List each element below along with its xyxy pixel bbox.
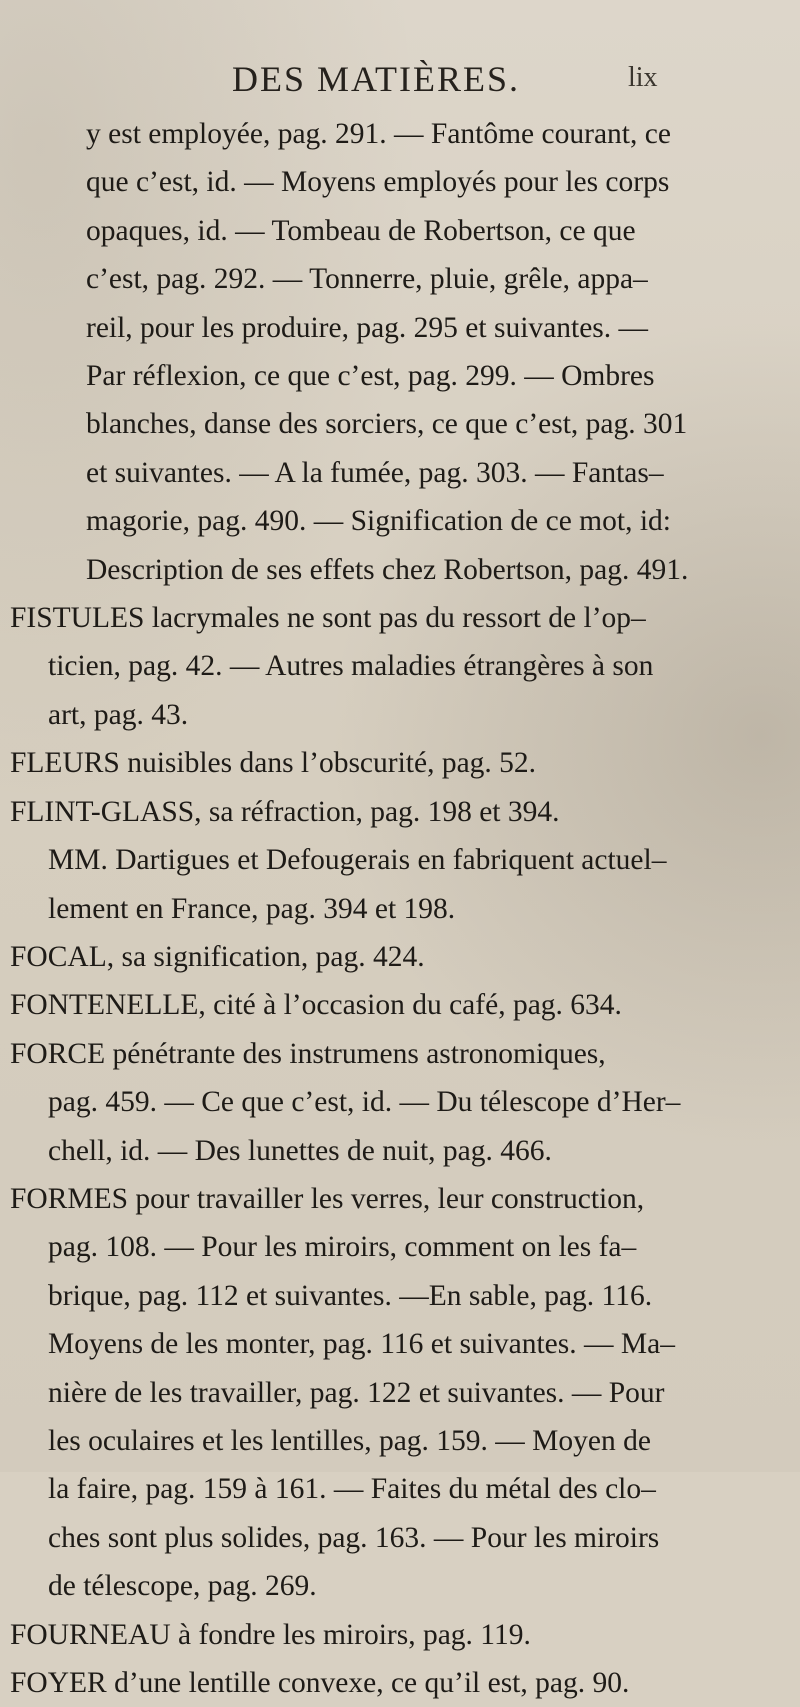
text-line: c’est, pag. 292. — Tonnerre, pluie, grêle, appa– <box>86 263 648 296</box>
index-entry-continuation <box>86 110 746 594</box>
index-body <box>10 110 746 1707</box>
text-line: Moyens de les monter, pag. 116 et suivantes. — Ma– <box>48 1328 675 1361</box>
text-line: brique, pag. 112 et suivantes. —En sable, pag. 116. <box>48 1279 653 1312</box>
index-entry-force <box>10 1030 746 1175</box>
text-line: lement en France, pag. 394 et 198. <box>48 892 456 925</box>
index-entry-flint-glass <box>10 788 746 933</box>
entry-headline: FOYER d’une lentille convexe, ce qu’il est, pag. 90. <box>10 1667 630 1699</box>
text-line: que c’est, id. — Moyens employés pour les corps <box>86 166 670 199</box>
page-number: lix <box>628 62 658 93</box>
index-entry-fistules <box>10 594 746 739</box>
index-entry-foyer <box>10 1659 746 1707</box>
text-line: reil, pour les produire, pag. 295 et suivantes. — <box>86 311 649 344</box>
text-line: pag. 108. — Pour les miroirs, comment on les fa– <box>48 1231 637 1264</box>
text-line: art, pag. 43. <box>48 698 189 731</box>
entry-headline: FOCAL, sa signification, pag. 424. <box>10 940 425 973</box>
text-line: y est employée, pag. 291. — Fantôme courant, ce <box>86 118 671 150</box>
index-entry-fleurs <box>10 739 746 787</box>
entry-headline: FORCE pénétrante des instrumens astronomiques, <box>10 1037 606 1070</box>
text-line: nière de les travailler, pag. 122 et suivantes. — Pour <box>48 1376 665 1409</box>
text-line: la faire, pag. 159 à 161. — Faites du métal des clo– <box>48 1473 656 1506</box>
entry-headline: FISTULES lacrymales ne sont pas du ressort de l’op– <box>10 602 646 635</box>
entry-headline: FOURNEAU à fondre les miroirs, pag. 119. <box>10 1618 531 1651</box>
entry-headline: FLINT-GLASS, sa réfraction, pag. 198 et 394. <box>10 795 560 828</box>
text-line: chell, id. — Des lunettes de nuit, pag. 466. <box>48 1134 552 1167</box>
index-entry-focal <box>10 933 746 981</box>
text-line: pag. 459. — Ce que c’est, id. — Du télescope d’Her– <box>48 1086 681 1119</box>
text-line: blanches, danse des sorciers, ce que c’est, pag. 301 <box>86 408 688 441</box>
entry-headline: FLEURS nuisibles dans l’obscurité, pag. 52. <box>10 747 537 780</box>
text-line: magorie, pag. 490. — Signification de ce mot, id: <box>86 505 671 538</box>
text-line: MM. Dartigues et Defougerais en fabriquent actuel– <box>48 844 667 877</box>
text-line: les oculaires et les lentilles, pag. 159. — Moyen de <box>48 1424 651 1457</box>
text-line: opaques, id. — Tombeau de Robertson, ce que <box>86 214 636 247</box>
index-entry-fontenelle <box>10 981 746 1029</box>
text-line: Description de ses effets chez Robertson, pag. 491. <box>86 553 689 586</box>
index-entry-formes <box>10 1175 746 1611</box>
text-line: de télescope, pag. 269. <box>48 1570 317 1603</box>
header-title: DES MATIÈRES. <box>232 59 521 99</box>
text-line: Par réflexion, ce que c’est, pag. 299. — Ombres <box>86 360 655 393</box>
text-line: ches sont plus solides, pag. 163. — Pour les miroirs <box>48 1521 660 1554</box>
running-header <box>0 58 800 98</box>
entry-headline: FONTENELLE, cité à l’occasion du café, pag. 634. <box>10 989 622 1022</box>
text-line: ticien, pag. 42. — Autres maladies étrangères à son <box>48 650 654 683</box>
index-entry-fourneau <box>10 1611 746 1659</box>
text-line: et suivantes. — A la fumée, pag. 303. — Fantas– <box>86 456 664 489</box>
entry-headline: FORMES pour travailler les verres, leur construction, <box>10 1182 645 1215</box>
